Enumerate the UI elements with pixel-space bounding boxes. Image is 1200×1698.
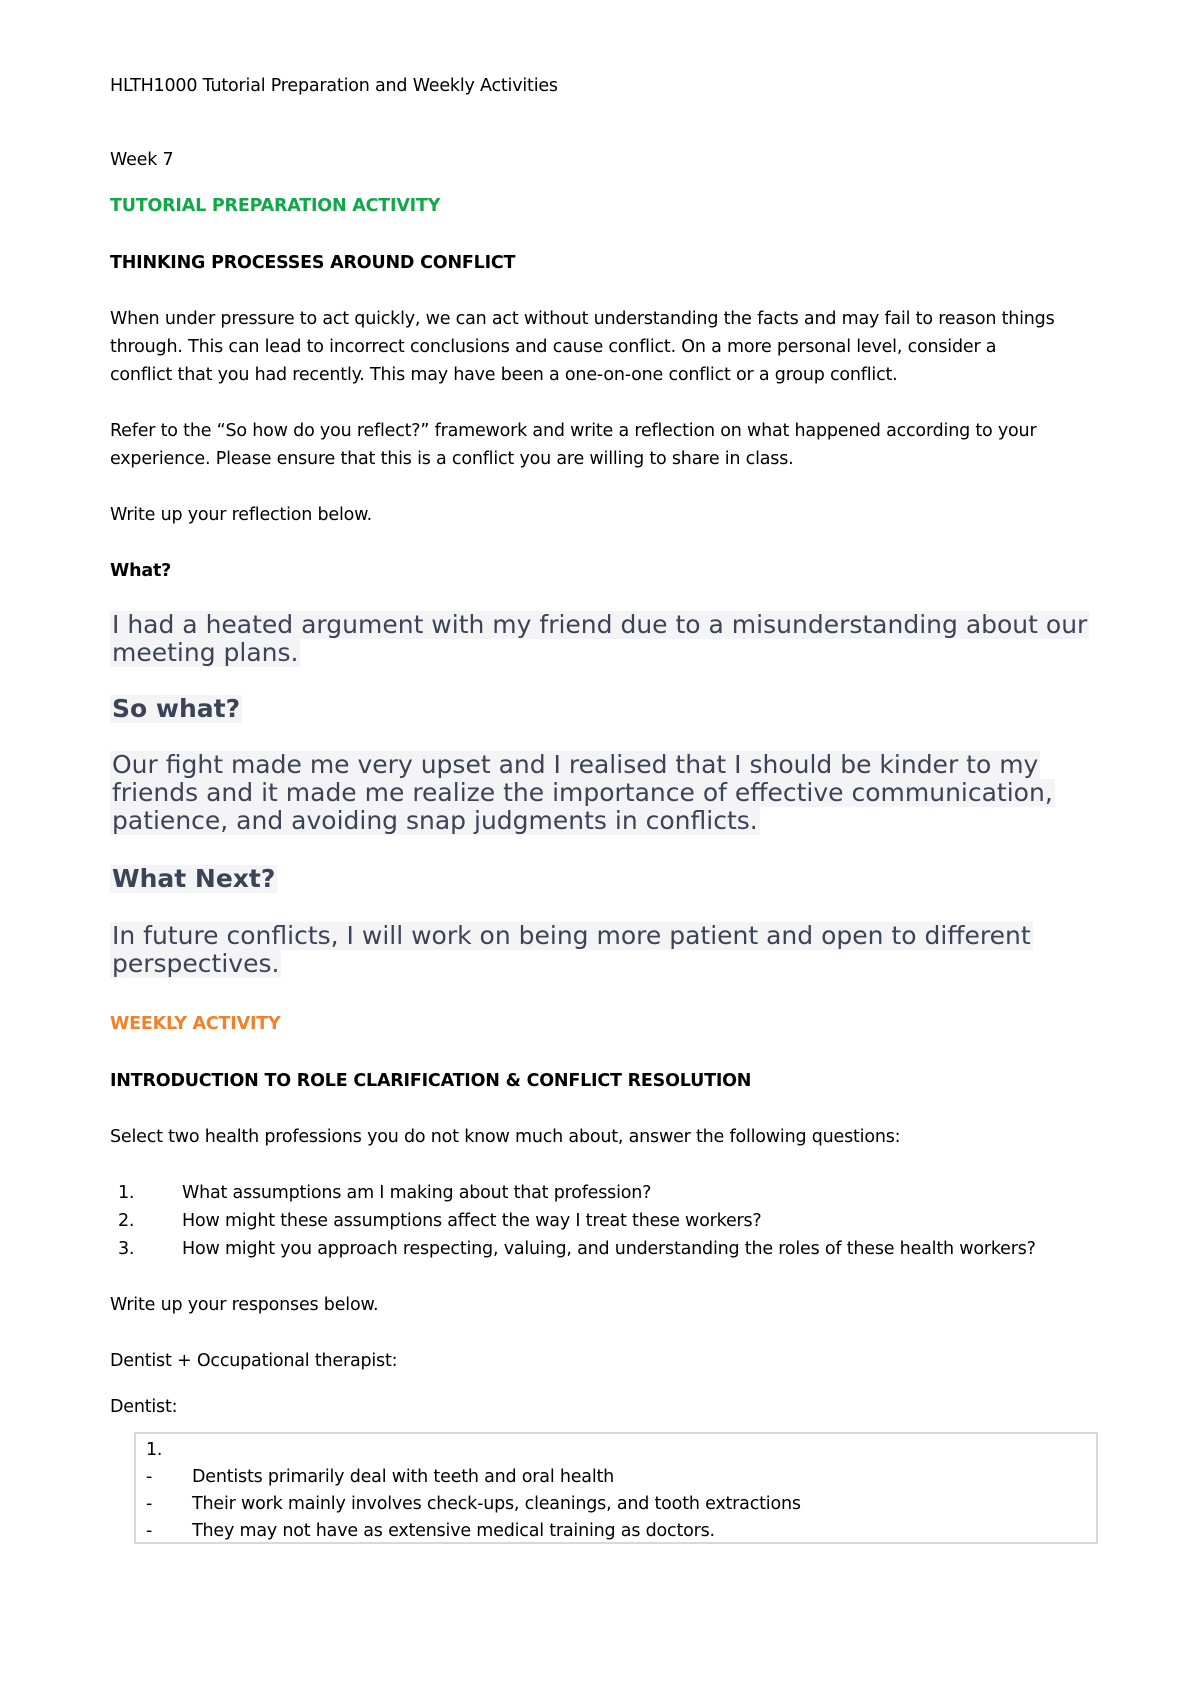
bullet-text: Their work mainly involves check-ups, cleanings, and tooth extractions [192,1494,801,1514]
question-item [110,1207,762,1235]
question-text: How might you approach respecting, valuing, and understanding the roles of these health workers? [182,1239,1036,1259]
what-answer-line: meeting plans. [112,638,299,667]
so-what-answer-line: friends and it made me realize the importance of effective communication, [112,778,1053,807]
paragraph1-line: When under pressure to act quickly, we can act without understanding the facts and may fail to reason things [110,309,1055,329]
bullet-dash: - [146,1467,153,1487]
document-header: HLTH1000 Tutorial Preparation and Weekly Activities [110,76,558,96]
paragraph2-line: Refer to the “So how do you reflect?” framework and write a reflection on what happened according to your [110,421,1037,441]
dentist-label: Dentist: [110,1397,178,1417]
paragraph1-line: through. This can lead to incorrect conclusions and cause conflict. On a more personal level, consider a [110,337,997,357]
response-number: 1. [146,1440,163,1460]
professions-label: Dentist + Occupational therapist: [110,1351,398,1371]
reflection-instruction: Write up your reflection below. [110,505,373,525]
week-label: Week 7 [110,150,174,170]
question-number: 2. [118,1211,135,1231]
response-bullet [146,1491,801,1518]
weekly-section-label: WEEKLY ACTIVITY [110,1014,281,1034]
responses-instruction: Write up your responses below. [110,1295,379,1315]
tutorial-section-label: TUTORIAL PREPARATION ACTIVITY [110,196,441,216]
so-what-answer-line: Our fight made me very upset and I realised that I should be kinder to my [112,750,1039,779]
bullet-text: Dentists primarily deal with teeth and oral health [192,1467,615,1487]
question-text: How might these assumptions affect the way I treat these workers? [182,1211,762,1231]
response-bullet [146,1464,614,1491]
weekly-heading: INTRODUCTION TO ROLE CLARIFICATION & CONFLICT RESOLUTION [110,1071,752,1091]
what-next-answer-line: In future conflicts, I will work on being more patient and open to different [112,921,1031,950]
question-number: 1. [118,1183,135,1203]
bullet-text: They may not have as extensive medical training as doctors. [192,1521,715,1541]
paragraph1-line: conflict that you had recently. This may have been a one-on-one conflict or a group conflict. [110,365,898,385]
response-bullet [146,1518,715,1545]
bullet-dash: - [146,1494,153,1514]
question-item [110,1235,1036,1263]
what-next-answer-line: perspectives. [112,949,280,978]
paragraph2-line: experience. Please ensure that this is a conflict you are willing to share in class. [110,449,794,469]
question-text: What assumptions am I making about that profession? [182,1183,652,1203]
what-next-label: What Next? [112,864,276,893]
weekly-intro: Select two health professions you do not know much about, answer the following questions: [110,1127,901,1147]
bullet-dash: - [146,1521,153,1541]
dentist-response-box[interactable] [134,1432,1098,1544]
question-number: 3. [118,1239,135,1259]
so-what-answer-line: patience, and avoiding snap judgments in conflicts. [112,806,758,835]
so-what-label: So what? [112,694,241,723]
what-label: What? [110,561,172,581]
what-answer-line: I had a heated argument with my friend due to a misunderstanding about our [112,610,1088,639]
question-item [110,1179,651,1207]
tutorial-heading: THINKING PROCESSES AROUND CONFLICT [110,253,516,273]
